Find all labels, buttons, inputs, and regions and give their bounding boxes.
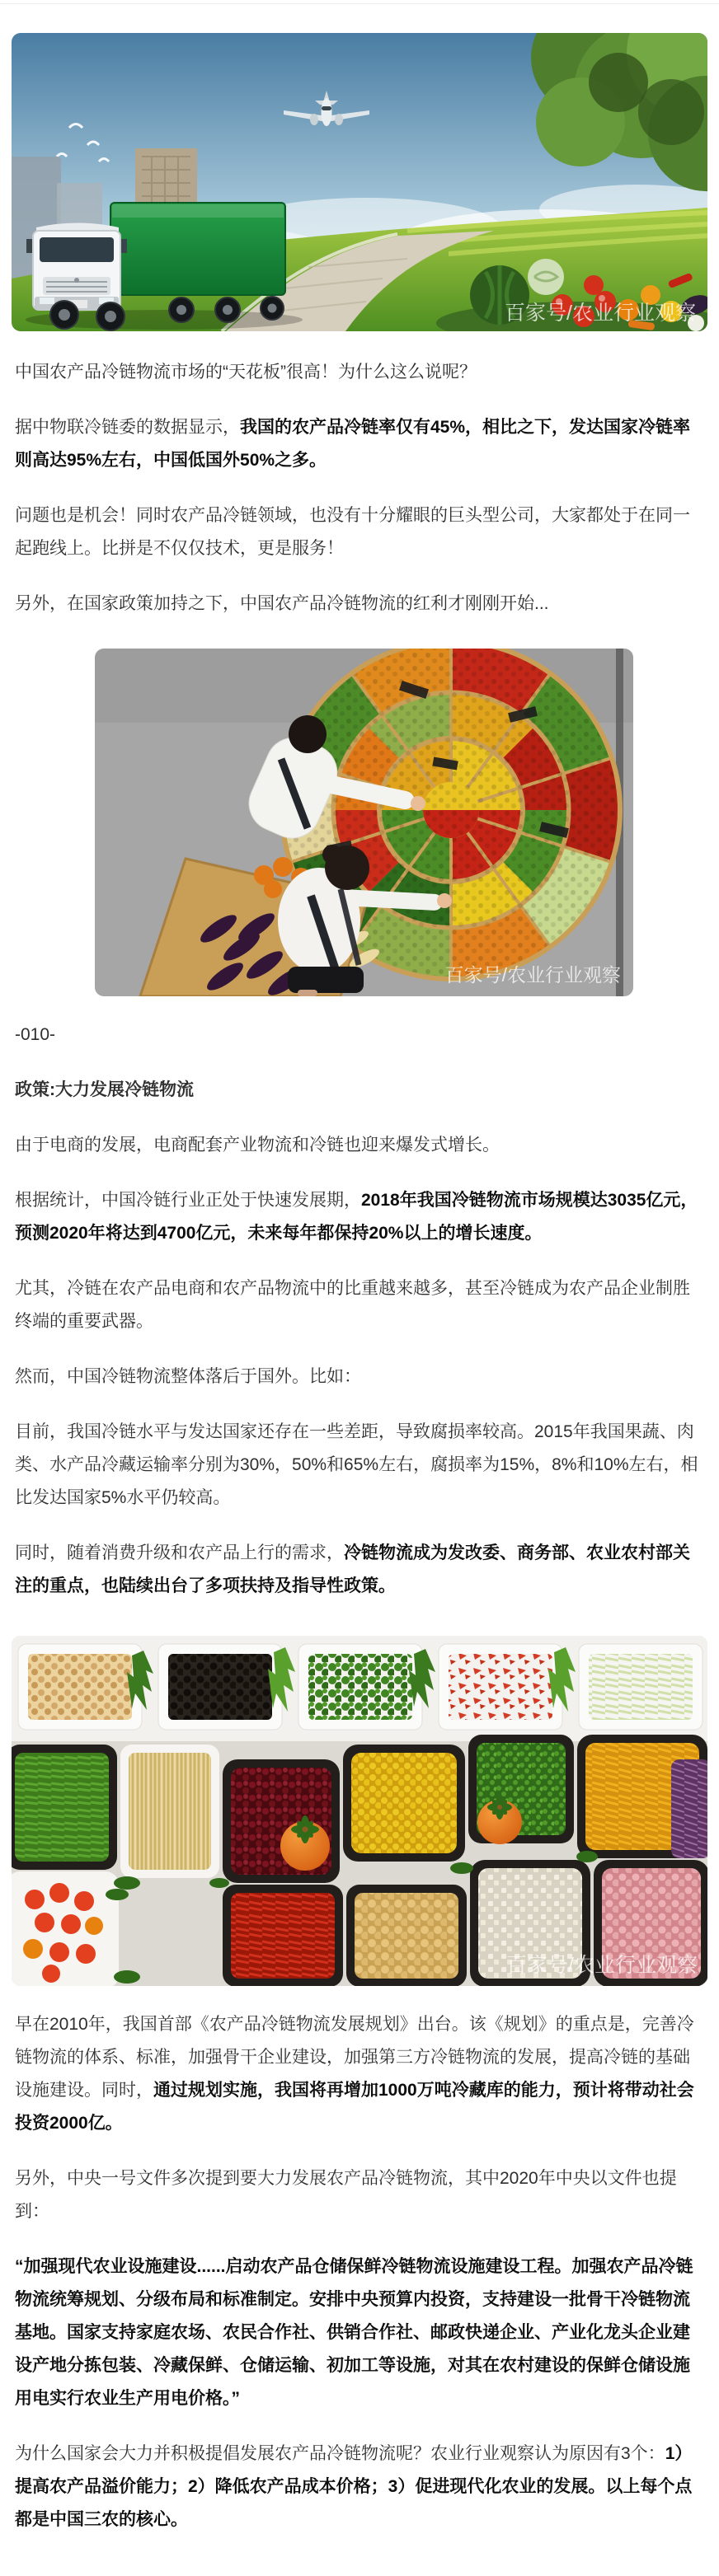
article-body-2 — [0, 1019, 719, 1603]
circular-vegetable-display-photo[interactable] — [95, 649, 633, 996]
paragraph: 早在2010年，我国首部《农产品冷链物流发展规划》出台。该《规划》的重点是，完善冷链物流的体系、标准，加强骨干企业建设，加强第三方冷链物流的发展，提高冷链的基础设施建设。同时，通过规划实施，我国将再增加1000万吨冷藏库的能力，预计将带动社会投资2000亿。 — [15, 2015, 694, 2133]
paragraph: 为什么国家会大力并积极提倡发展农产品冷链物流呢？农业行业观察认为原因有3个：1）提高农产品溢价能力；2）降低农产品成本价格；3）促进现代化农业的发展。以上每个点都是中国三农的核心。 — [15, 2444, 693, 2529]
vegetable-display-illustration — [95, 649, 633, 996]
paragraph: 据中物联冷链委的数据显示，我国的农产品冷链率仅有45%，相比之下，发达国家冷链率则高达95%左右，中国低国外50%之多。 — [15, 418, 691, 470]
top-divider — [0, 3, 719, 4]
bottom-spacer — [0, 2536, 719, 2558]
cold-chain-truck-landscape-photo[interactable] — [12, 33, 707, 331]
paragraph: 另外，在国家政策加持之下，中国农产品冷链物流的红利才刚刚开始... — [15, 594, 549, 613]
image-watermark: 百家号/农业行业观察 — [505, 302, 696, 325]
hero-illustration — [12, 33, 707, 331]
article-title: 中国农产品冷链物流市场的“天花板”很高！为什么这么说呢？ — [15, 363, 477, 382]
section-marker: -010- — [15, 1025, 56, 1044]
article-body-3 — [0, 2008, 719, 2536]
paragraph: 目前，我国冷链水平与发达国家还存在一些差距，导致腐损率较高。2015年我国果蔬、肉类、水产品冷藏运输率分别为30%，50%和65%左右，腐损率为15%，8%和10%左右，相比发达国家5%水平仍较高。 — [15, 1422, 698, 1507]
paragraph: 尤其，冷链在农产品电商和农产品物流中的比重越来越多，甚至冷链成为农产品企业制胜终端的重要武器。 — [15, 1279, 690, 1331]
image-watermark: 百家号/农业行业观察 — [506, 1954, 698, 1977]
article-body — [0, 356, 719, 621]
paragraph: 问题也是机会！同时农产品冷链领域，也没有十分耀眼的巨头型公司，大家都处于在同一起跑线上。比拼是不仅仅技术，更是服务！ — [15, 506, 690, 558]
policy-quote: “加强现代农业设施建设......启动农产品仓储保鲜冷链物流设施建设工程。加强农产品冷链物流统筹规划、分级布局和标准制定。安排中央预算内投资，支持建设一批骨干冷链物流基地。国家支持家庭农场、农民合作社、供销合作社、邮政快递企业、产业化龙头企业建设产地分拣包装、冷藏保鲜、仓储运输、初加工等设施，对其在农村建设的保鲜仓储设施用电实行农业生产用电价格。” — [15, 2257, 693, 2408]
image-watermark: 百家号/农业行业观察 — [444, 964, 621, 986]
assorted-food-trays-photo[interactable] — [12, 1636, 707, 1986]
paragraph: 然而，中国冷链物流整体落后于国外。比如： — [15, 1367, 361, 1386]
food-trays-illustration — [12, 1636, 707, 1986]
section-heading: 政策:大力发展冷链物流 — [15, 1080, 194, 1099]
paragraph: 由于电商的发展，电商配套产业物流和冷链也迎来爆发式增长。 — [15, 1136, 500, 1155]
paragraph: 另外，中央一号文件多次提到要大力发展农产品冷链物流，其中2020年中央以文件也提到： — [15, 2169, 677, 2221]
paragraph: 同时，随着消费升级和农产品上行的需求，冷链物流成为发改委、商务部、农业农村部关注的重点，也陆续出台了多项扶持及指导性政策。 — [15, 1543, 690, 1595]
paragraph: 根据统计，中国冷链行业正处于快速发展期，2018年我国冷链物流市场规模达3035亿元，预测2020年将达到4700亿元，未来每年都保持20%以上的增长速度。 — [15, 1191, 698, 1243]
white-trays-row — [18, 1644, 703, 1730]
